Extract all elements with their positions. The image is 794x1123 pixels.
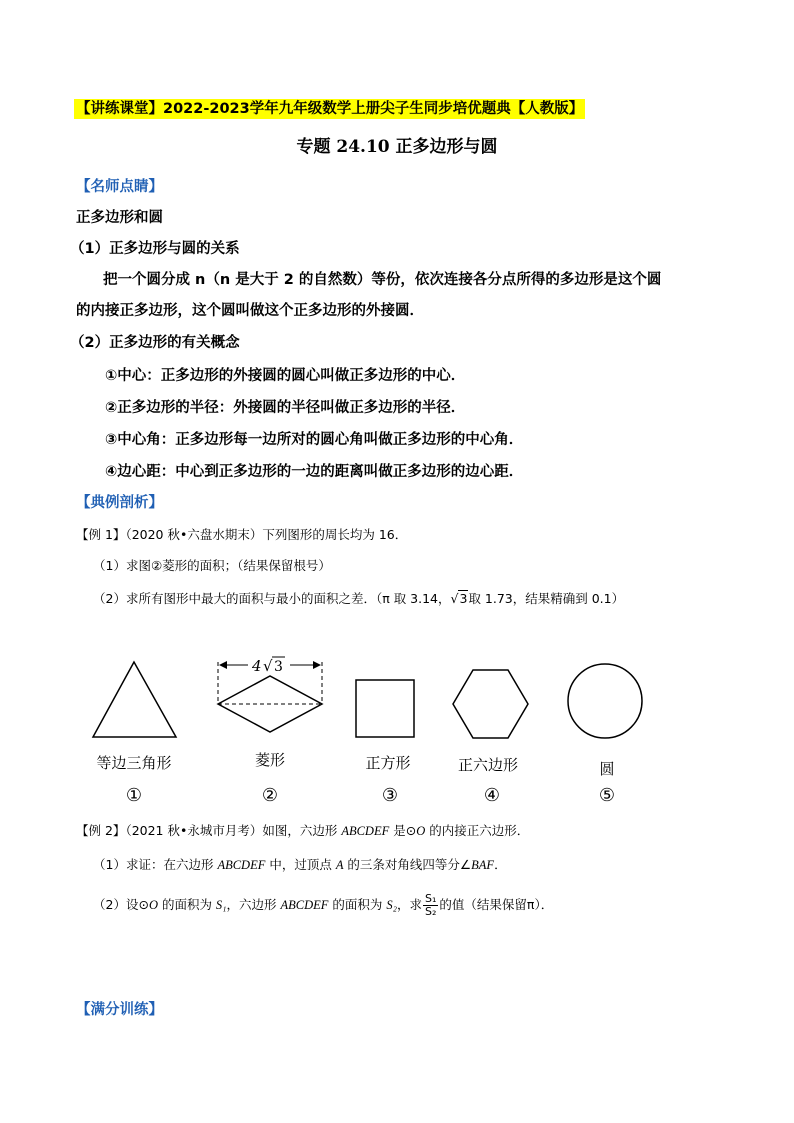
ex2-q2-e: ，求 (397, 897, 423, 912)
fraction-denominator: S₂ (425, 905, 437, 918)
topic-heading: 正多边形和圆 (76, 210, 163, 226)
subsection-2-title: （2）正多边形的有关概念 (70, 335, 240, 351)
example-1-source: （2020 秋•六盘水期末）下列图形的周长均为 16． (125, 527, 408, 542)
ex2-q2-f: 的值（结果保留π）． (439, 897, 554, 912)
ex2-q1-b: 中，过顶点 (265, 857, 336, 872)
concept-item-3: ③中心角：正多边形每一边所对的圆心角叫做正多边形的中心角． (105, 432, 524, 448)
ex2-q2-d: 的面积为 (328, 897, 387, 912)
concept-item-1: ①中心：正多边形的外接圆的圆心叫做正多边形的中心． (105, 368, 466, 384)
sqrt-icon: √ (450, 591, 459, 606)
ex2-q2-circle: O (148, 898, 158, 912)
example-1-intro (76, 526, 407, 544)
shape-number-4: ④ (483, 785, 501, 806)
fraction-s1-over-s2 (423, 893, 438, 918)
example-2-intro (76, 822, 529, 840)
subsection-1-line-2: 的内接正多边形，这个圆叫做这个正多边形的外接圆． (76, 303, 424, 319)
ex2-q2-b: 的面积为 (157, 897, 216, 912)
example-2-question-2 (93, 893, 553, 918)
shape-number-5: ⑤ (598, 785, 616, 806)
shape-number-3: ③ (381, 785, 399, 806)
subsection-1-title: （1）正多边形与圆的关系 (70, 241, 240, 257)
ex2-q2-s1: S₁ (215, 898, 227, 912)
ex2-q2-a: （2）设⊙ (93, 897, 149, 912)
ex2-q2-c: ，六边形 (226, 897, 281, 912)
example-1-question-2 (93, 590, 624, 608)
rhombus-dimension-sqrt-icon: √ (263, 657, 273, 675)
ex2-q1-vertex: A (335, 858, 344, 872)
example-1-figures (0, 640, 794, 760)
hexagon-icon (453, 670, 528, 738)
example-2-tag: 【例 2】 (76, 823, 126, 838)
shape-number-2: ② (261, 785, 279, 806)
fraction-numerator: S₁ (425, 892, 437, 905)
section-training: 【满分训练】 (76, 1002, 163, 1018)
shape-label-4: 正六边形 (457, 756, 518, 774)
subsection-1-line-1: 把一个圆分成 n（n 是大于 2 的自然数）等份，依次连接各分点所得的多边形是这个圆 (103, 272, 662, 288)
ex2-q1-hex: ABCDEF (217, 858, 266, 872)
ex2-text-b: 是⊙ (389, 823, 417, 838)
header-banner: 【讲练课堂】2022-2023学年九年级数学上册尖子生同步培优题典【人教版】 (76, 101, 584, 117)
shape-label-5: 圆 (599, 760, 615, 778)
ex2-q1-c: 的三条对角线四等分∠ (343, 857, 472, 872)
example-2-question-1 (93, 856, 507, 874)
example-1-question-1: （1）求图②菱形的面积；（结果保留根号） (93, 558, 331, 573)
q2-text-a: （2）求所有图形中最大的面积与最小的面积之差．（π 取 3.14， (93, 591, 451, 606)
shape-label-3: 正方形 (365, 754, 411, 772)
ex2-q1-d: ． (494, 857, 507, 872)
concept-item-4: ④边心距：中心到正多边形的一边的距离叫做正多边形的边心距． (105, 464, 524, 480)
rhombus-dimension-sqrt: 3 (274, 659, 283, 675)
ex2-q2-hex: ABCDEF (280, 898, 329, 912)
hexagon-name: ABCDEF (341, 824, 390, 838)
square-icon (356, 680, 414, 737)
example-1-tag: 【例 1】 (76, 527, 126, 542)
shape-label-1: 等边三角形 (96, 754, 172, 772)
shape-label-2: 菱形 (254, 751, 285, 769)
shape-number-1: ① (125, 785, 143, 806)
section-teacher-notes: 【名师点睛】 (76, 179, 163, 195)
page-title: 专题 24.10 正多边形与圆 (296, 137, 498, 157)
ex2-q1-angle: BAF (471, 858, 495, 872)
ex2-q1-a: （1）求证：在六边形 (93, 857, 218, 872)
circle-name: O (416, 824, 426, 838)
ex2-text-c: 的内接正六边形． (425, 823, 530, 838)
ex2-q2-s2: S₂ (386, 898, 397, 912)
concept-item-2: ②正多边形的半径：外接圆的半径叫做正多边形的半径． (105, 400, 466, 416)
ex2-text-a: （2021 秋•永城市月考）如图，六边形 (125, 823, 342, 838)
section-examples: 【典例剖析】 (76, 495, 163, 511)
triangle-icon (93, 662, 176, 737)
q2-text-b: 取 1.73，结果精确到 0.1） (468, 591, 625, 606)
circle-icon (568, 664, 642, 738)
rhombus-dimension-coef: 4 (252, 657, 262, 675)
sqrt-argument: 3 (459, 591, 468, 606)
